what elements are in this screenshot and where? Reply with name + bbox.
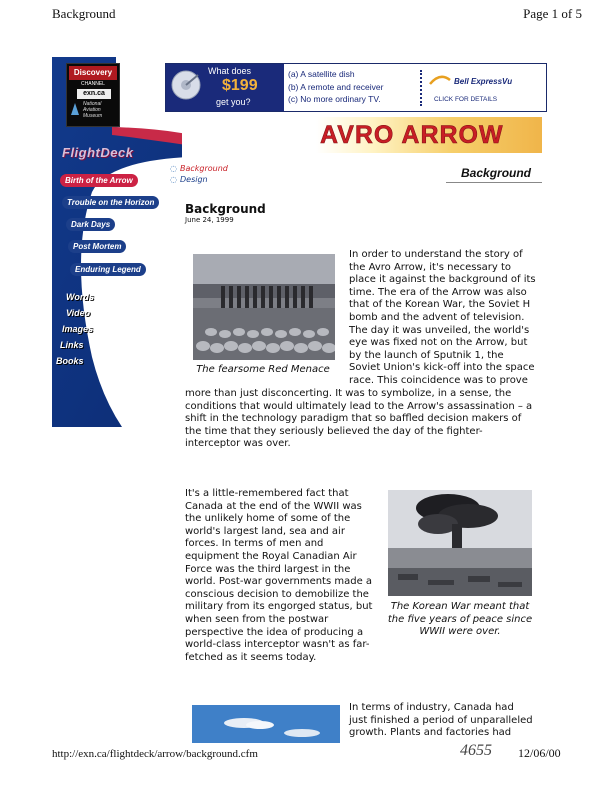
channel-logo-text: CHANNEL (81, 81, 105, 87)
print-header-title: Background (52, 6, 116, 21)
print-footer-url: http://exn.ca/flightdeck/arrow/background.cfm (52, 748, 258, 760)
korean-war-photo (388, 490, 532, 596)
nav-link-books[interactable]: Books (56, 356, 84, 366)
discovery-logo-text: Discovery (69, 66, 117, 80)
ad-divider (420, 70, 422, 106)
ad-option: (b) A remote and receiver (288, 81, 384, 92)
article-title: Background (185, 202, 266, 216)
nav-item-enduring-legend[interactable]: Enduring Legend (70, 263, 146, 276)
photo-caption: The Korean War meant that the five years of peace since WWII were over. (387, 601, 533, 638)
subnav-bullet-icon: ◌ (170, 175, 177, 184)
sky-photo (192, 705, 340, 743)
ad-price: $199 (222, 77, 258, 94)
subnav-bullet-icon: ◌ (170, 164, 177, 173)
subnav-background[interactable] (170, 164, 228, 173)
nav-item-birth-of-the-arrow[interactable]: Birth of the Arrow (60, 174, 138, 187)
red-menace-photo (193, 254, 335, 360)
ad-get-text: get you? (216, 97, 251, 107)
nav-link-links[interactable]: Links (60, 340, 84, 350)
article-date: June 24, 1999 (185, 216, 234, 224)
paragraph-1-side: In order to understand the story of the Avro Arrow, it's necessary to place it against the background of its time. The era of the Arrow was also that of the Korean War, the Soviet H bomb and the advent of television. The day it was unveiled, the world's eye was fixed not on the Arrow, but by the launch of Sputnik 1, the Soviet Union's kick-off into the space race. This coincidence was to prove (349, 249, 536, 386)
print-header-page: Page 1 of 5 (523, 6, 582, 21)
subnav-background-label: Background (179, 164, 228, 173)
nav-link-words[interactable]: Words (66, 292, 94, 302)
exn-logo-text: exn.ca (77, 89, 111, 99)
section-divider (446, 182, 542, 183)
avro-arrow-title-banner (316, 117, 542, 153)
subnav-design[interactable] (170, 175, 208, 184)
paragraph-1-full: more than just disconcerting. It was to symbolize, in a sense, the conditions that would ultimately lead to the Arrow's assassination – a shift in the technology paradigm that so baffled decision makers of the time that they seriously believed the day of the fighter- interceptor was over. (185, 388, 533, 450)
ad-what-text: What does (208, 66, 252, 76)
ad-brand: Bell ExpressVu (454, 77, 513, 86)
bell-logo-icon (428, 74, 452, 86)
discovery-logo[interactable] (66, 63, 120, 127)
page-title: AVRO ARROW (320, 121, 504, 149)
handwritten-note: 4655 (460, 742, 492, 759)
nav-link-video[interactable]: Video (66, 308, 91, 318)
print-footer-date: 12/06/00 (518, 746, 561, 760)
nav-item-dark-days[interactable]: Dark Days (66, 218, 115, 231)
bell-expressvu-ad[interactable] (165, 63, 547, 112)
subnav-design-label: Design (179, 175, 208, 184)
flightdeck-brand[interactable]: FlightDeck (62, 145, 134, 160)
paragraph-3: In terms of industry, Canada had just finished a period of unparalleled growth. Plants and factories had (349, 702, 533, 739)
nav-link-images[interactable]: Images (62, 324, 94, 334)
ad-option: (c) No more ordinary TV. (288, 94, 381, 104)
satellite-dish-icon (168, 67, 206, 105)
photo-caption: The fearsome Red Menace (196, 364, 330, 375)
ad-cta[interactable]: CLICK FOR DETAILS (434, 96, 498, 103)
nav-item-trouble-on-the-horizon[interactable]: Trouble on the Horizon (62, 196, 159, 209)
ad-option: (a) A satellite dish (288, 69, 355, 79)
museum-logo-text: National Aviation Museum (83, 101, 103, 119)
nav-item-post-mortem[interactable]: Post Mortem (68, 240, 126, 253)
section-heading: Background (461, 166, 532, 180)
paragraph-2: It's a little-remembered fact that Canada at the end of the WWII was the unlikely home of some of the world's largest land, sea and air forces. In terms of men and equipment the Royal Canadian Air Force was the third largest in the world. Post-war governments made a conscious decision to demobilize the military from its engorged status, but when seen from the postwar perspective the idea of producing a world-class interceptor wasn't as far- fetched as it seems today. (185, 488, 373, 663)
ad-options (288, 68, 383, 106)
museum-mark-icon (70, 102, 80, 116)
ad-price-panel (166, 64, 284, 111)
